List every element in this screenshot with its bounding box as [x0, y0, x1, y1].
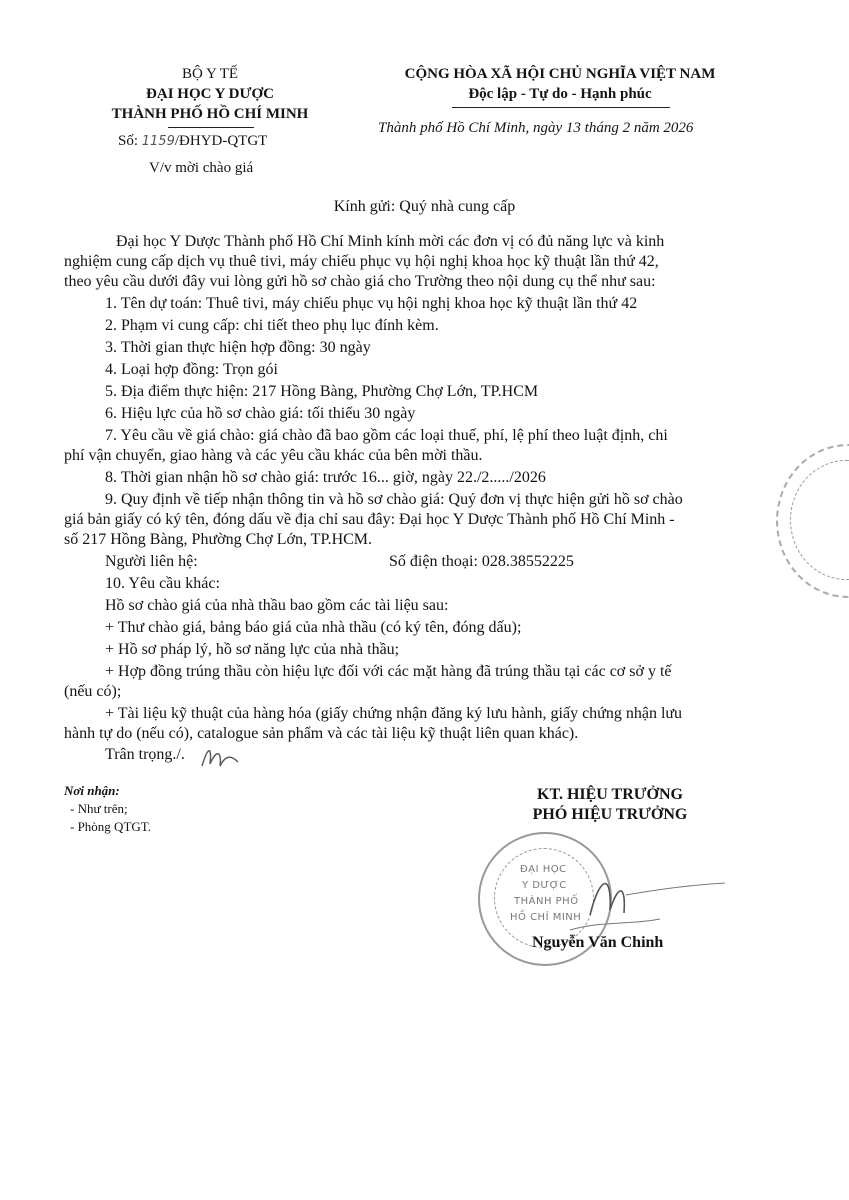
item-5: 5. Địa điểm thực hiện: 217 Hồng Bàng, Phường Chợ Lớn, TP.HCM [105, 383, 539, 400]
documents-intro: Hồ sơ chào giá của nhà thầu bao gồm các tài liệu sau: [105, 597, 449, 614]
subject-line: V/v mời chào giá [149, 160, 254, 176]
recipient-1: - Như trên; [70, 801, 128, 816]
document-item-3-line-2: (nếu có); [64, 683, 122, 700]
signature-title-1: KT. HIỆU TRƯỞNG [537, 786, 683, 803]
item-9-line-2: giá bản giấy có ký tên, đóng dấu về địa chỉ sau đây: Đại học Y Dược Thành phố Hồ Chí Minh - [64, 511, 675, 528]
closing: Trân trọng./. [105, 746, 185, 763]
university-name-line2: THÀNH PHỐ HỒ CHÍ MINH [111, 106, 309, 122]
recipients-title: Nơi nhận: [64, 783, 120, 798]
document-item-1: + Thư chào giá, bảng báo giá của nhà thầu (có ký tên, đóng dấu); [105, 619, 522, 636]
page-seal-stamp [776, 444, 849, 598]
contact-person-label: Người liên hệ: [105, 553, 198, 570]
intro-line-1: Đại học Y Dược Thành phố Hồ Chí Minh kính mời các đơn vị có đủ năng lực và kinh [116, 233, 665, 250]
document-number-suffix: /ĐHYD-QTGT [174, 133, 268, 149]
signer-name: Nguyễn Văn Chinh [532, 934, 664, 951]
item-2: 2. Phạm vi cung cấp: chi tiết theo phụ lục đính kèm. [105, 317, 439, 334]
document-item-2: + Hồ sơ pháp lý, hồ sơ năng lực của nhà thầu; [105, 641, 400, 658]
item-9-line-3: số 217 Hồng Bàng, Phường Chợ Lớn, TP.HCM. [64, 531, 373, 548]
document-item-4-line-2: hành tự do (nếu có), catalogue sản phẩm và các tài liệu kỹ thuật liên quan khác). [64, 725, 579, 742]
signature-title-2: PHÓ HIỆU TRƯỞNG [532, 806, 688, 823]
item-1: 1. Tên dự toán: Thuê tivi, máy chiếu phục vụ hội nghị khoa học kỹ thuật lần thứ 42 [105, 295, 638, 312]
greeting: Kính gửi: Quý nhà cung cấp [333, 198, 516, 215]
item-10: 10. Yêu cầu khác: [105, 575, 220, 592]
university-name-line1: ĐẠI HỌC Y DƯỢC [146, 86, 274, 102]
page-seal-inner-ring [790, 460, 849, 580]
document-number [118, 133, 267, 150]
item-9-line-1: 9. Quy định về tiếp nhận thông tin và hồ sơ chào giá: Quý đơn vị thực hiện gửi hồ sơ chào [105, 491, 683, 508]
item-4: 4. Loại hợp đồng: Trọn gói [105, 361, 278, 378]
stamp-text-3: THÀNH PHỐ [514, 896, 579, 907]
stamp-text-1: ĐẠI HỌC [520, 864, 567, 875]
national-title: CỘNG HÒA XÃ HỘI CHỦ NGHĨA VIỆT NAM [404, 66, 716, 82]
stamp-text-4: HỒ CHÍ MINH [510, 912, 582, 923]
document-number-handwritten: 1159 [141, 134, 175, 149]
date-line: Thành phố Hồ Chí Minh, ngày 13 tháng 2 năm 2026 [378, 120, 694, 136]
handwritten-signature [560, 855, 730, 945]
intro-line-3: theo yêu cầu dưới đây vui lòng gửi hồ sơ chào giá cho Trường theo nội dung cụ thể như sau: [64, 273, 656, 290]
item-7-line-1: 7. Yêu cầu về giá chào: giá chào đã bao gồm các loại thuế, phí, lệ phí theo luật định, chi [105, 427, 668, 444]
item-6: 6. Hiệu lực của hồ sơ chào giá: tối thiểu 30 ngày [105, 405, 416, 422]
contact-phone: Số điện thoại: 028.38552225 [389, 553, 574, 570]
intro-line-2: nghiệm cung cấp dịch vụ thuê tivi, máy chiếu phục vụ hội nghị khoa học kỹ thuật lần thứ 42, [64, 253, 659, 270]
national-motto: Độc lập - Tự do - Hạnh phúc [468, 86, 652, 102]
recipient-2: - Phòng QTGT. [70, 819, 152, 834]
document-item-3-line-1: + Hợp đồng trúng thầu còn hiệu lực đối với các mặt hàng đã trúng thầu tại các cơ sở y tế [105, 663, 672, 680]
ministry-name: BỘ Y TẾ [181, 66, 239, 82]
initials-signature [198, 742, 242, 772]
motto-underline [452, 107, 670, 108]
document-item-4-line-1: + Tài liệu kỹ thuật của hàng hóa (giấy chứng nhận đăng ký lưu hành, giấy chứng nhận lưu [105, 705, 683, 722]
item-7-line-2: phí vận chuyển, giao hàng và các yêu cầu khác của bên mời thầu. [64, 447, 483, 464]
header-left-underline [168, 127, 254, 128]
item-8: 8. Thời gian nhận hồ sơ chào giá: trước 16... giờ, ngày 22./2...../2026 [105, 469, 546, 486]
document-number-label: Số: [118, 133, 139, 149]
item-3: 3. Thời gian thực hiện hợp đồng: 30 ngày [105, 339, 371, 356]
stamp-text-2: Y DƯỢC [522, 880, 567, 891]
